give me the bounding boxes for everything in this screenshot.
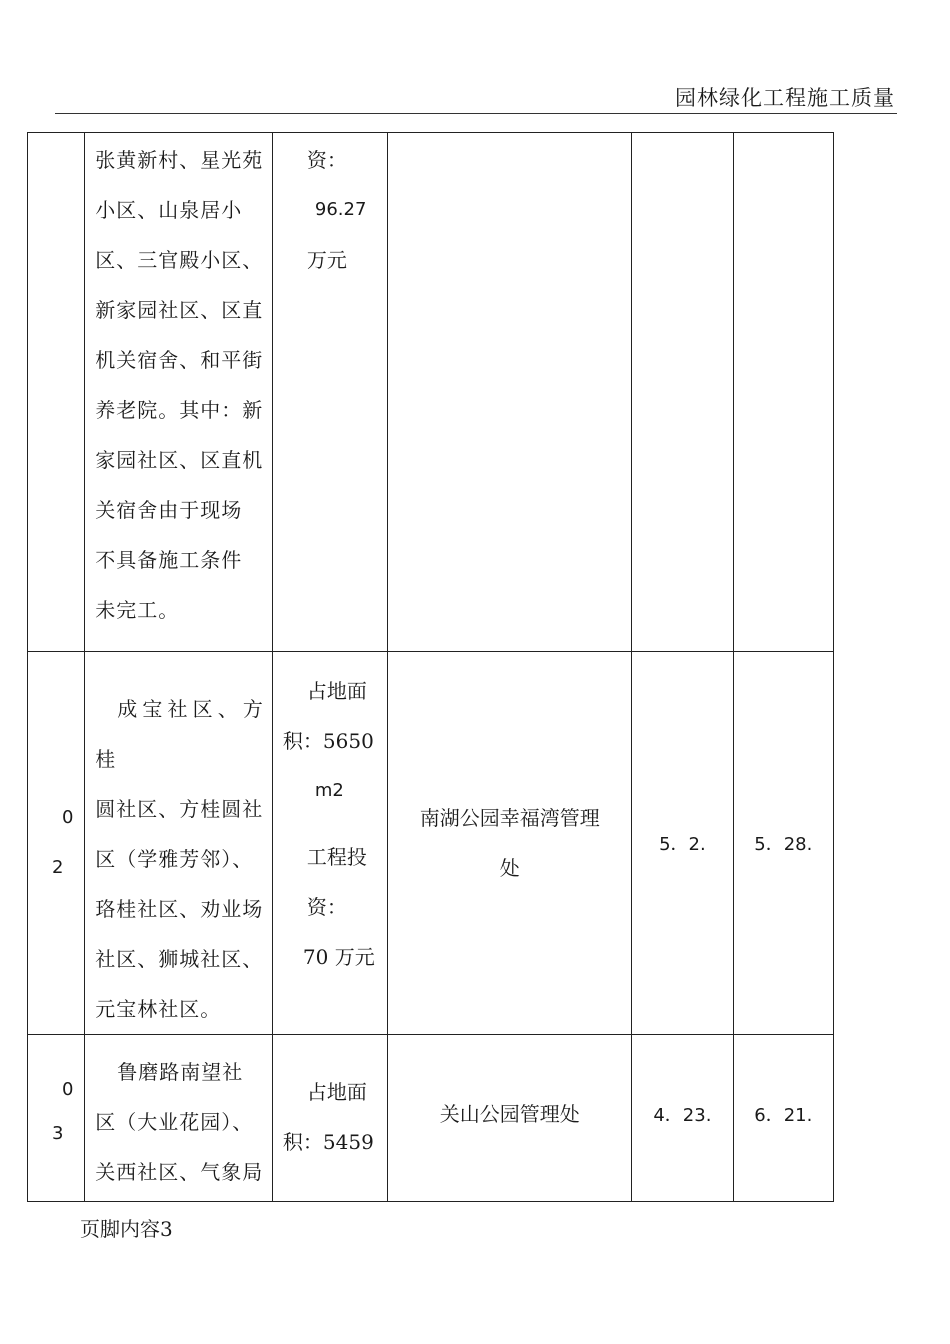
scope-line: 养老院。其中：新 bbox=[95, 398, 264, 422]
scope-cell bbox=[85, 133, 273, 652]
scope-line: 成宝社区、方桂 bbox=[95, 697, 264, 771]
start-date: 4．23. bbox=[653, 1105, 712, 1126]
area-line: 96.27 bbox=[314, 199, 367, 220]
scope-line: 元宝林社区。 bbox=[95, 997, 222, 1021]
scope-line: 不具备施工条件 bbox=[95, 548, 243, 572]
row-number-digit: 0 bbox=[62, 807, 74, 828]
scope-line: 关宿舍由于现场 bbox=[95, 498, 243, 522]
row-number-digit: 2 bbox=[52, 857, 64, 878]
start-date-cell bbox=[632, 1035, 733, 1202]
page-footer: 页脚内容3 bbox=[80, 1217, 173, 1241]
scope-cell bbox=[85, 652, 273, 1035]
unit-cell bbox=[388, 652, 632, 1035]
scope-line: 区（学雅芳邻）、 bbox=[95, 847, 254, 871]
scope-line: 新家园社区、区直 bbox=[95, 298, 264, 322]
start-date-cell bbox=[632, 133, 733, 652]
scope-line: 机关宿舍、和平街 bbox=[95, 348, 264, 372]
project-table bbox=[27, 132, 834, 1202]
scope-line: 圆社区、方桂圆社 bbox=[95, 797, 264, 821]
table-row bbox=[28, 1035, 834, 1202]
unit-line: 关山公园管理处 bbox=[439, 1102, 580, 1126]
unit-line: 处 bbox=[499, 856, 520, 880]
table-row bbox=[28, 133, 834, 652]
row-number-cell bbox=[28, 652, 85, 1035]
scope-line: 社区、狮城社区、 bbox=[95, 947, 264, 971]
area-line: 占地面 bbox=[306, 679, 367, 703]
scope-line: 珞桂社区、劝业场 bbox=[95, 897, 264, 921]
scope-line: 关西社区、气象局 bbox=[95, 1160, 264, 1184]
area-line: 占地面 bbox=[306, 1080, 367, 1104]
scope-line: 家园社区、区直机 bbox=[95, 448, 264, 472]
area-line: 工程投 bbox=[306, 845, 367, 869]
end-date: 6．21. bbox=[754, 1105, 813, 1126]
start-date-cell bbox=[632, 652, 733, 1035]
scope-cell bbox=[85, 1035, 273, 1202]
page-header-title: 园林绿化工程施工质量 bbox=[675, 86, 895, 110]
unit-cell bbox=[388, 1035, 632, 1202]
scope-line: 鲁磨路南望社 bbox=[117, 1060, 244, 1084]
end-date-cell bbox=[733, 133, 833, 652]
area-line: 积：5650 bbox=[282, 729, 374, 753]
area-line: 资： bbox=[306, 148, 347, 172]
area-investment-cell bbox=[272, 133, 387, 652]
end-date: 5．28. bbox=[754, 834, 813, 855]
end-date-cell bbox=[733, 1035, 833, 1202]
row-number-cell bbox=[28, 133, 85, 652]
area-line: 70 万元 bbox=[302, 945, 375, 969]
row-number-digit: 3 bbox=[52, 1123, 64, 1144]
row-number-digit: 0 bbox=[62, 1079, 74, 1100]
scope-line: 未完工。 bbox=[95, 598, 180, 622]
end-date-cell bbox=[733, 652, 833, 1035]
area-line: m2 bbox=[314, 780, 344, 801]
area-investment-cell bbox=[272, 1035, 387, 1202]
area-investment-cell bbox=[272, 652, 387, 1035]
start-date: 5．2. bbox=[659, 834, 706, 855]
area-line: 万元 bbox=[306, 248, 347, 272]
row-number-cell bbox=[28, 1035, 85, 1202]
scope-line: 区（大业花园）、 bbox=[95, 1110, 254, 1134]
unit-line: 南湖公园幸福湾管理 bbox=[419, 806, 600, 830]
area-line: 积：5459 bbox=[282, 1130, 374, 1154]
scope-line: 张黄新村、星光苑 bbox=[95, 148, 264, 172]
header-divider bbox=[55, 113, 897, 114]
scope-line: 区、三官殿小区、 bbox=[95, 248, 264, 272]
unit-cell bbox=[388, 133, 632, 652]
scope-line: 小区、山泉居小 bbox=[95, 198, 243, 222]
table-row bbox=[28, 652, 834, 1035]
area-line: 资： bbox=[306, 895, 347, 919]
